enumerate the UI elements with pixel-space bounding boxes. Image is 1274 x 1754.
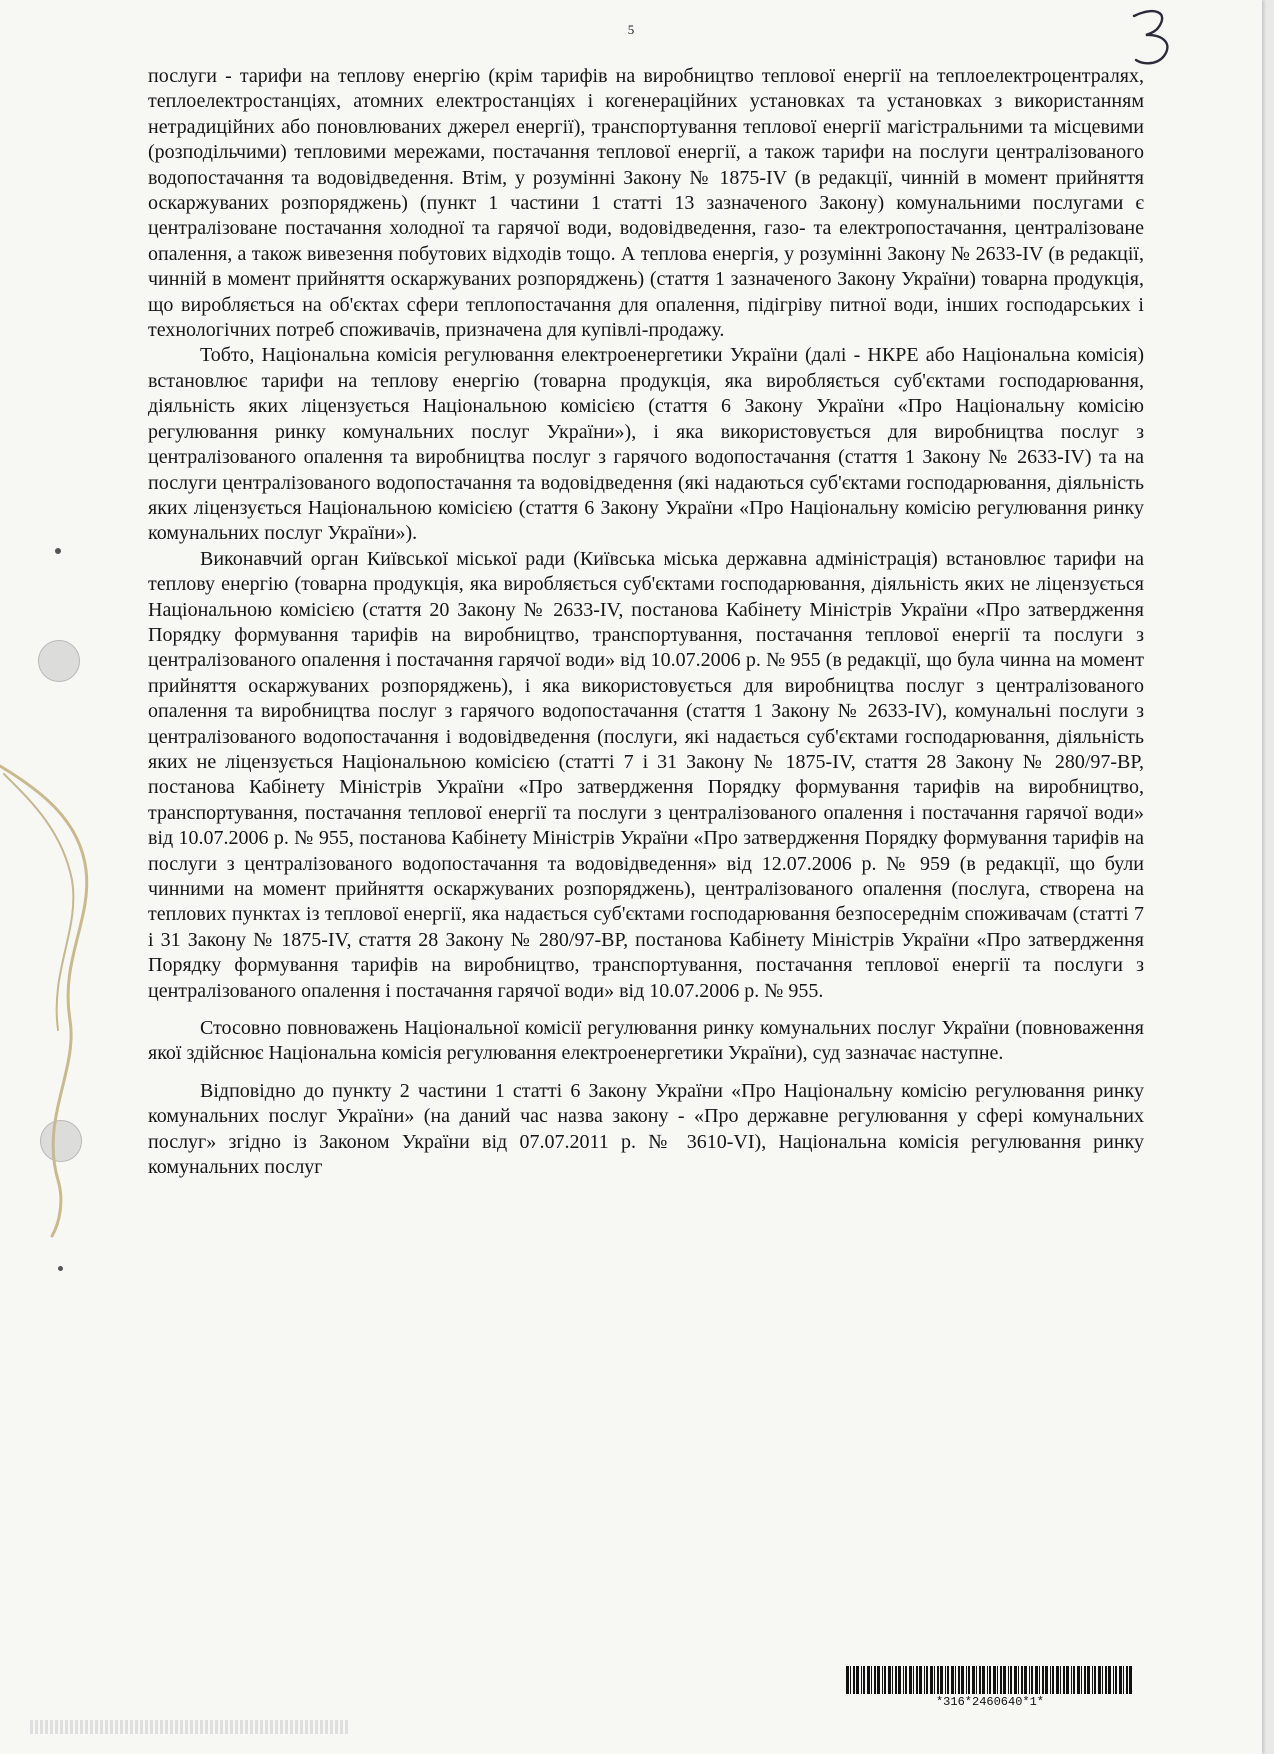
barcode-bar xyxy=(966,1666,967,1694)
barcode-bar xyxy=(976,1666,977,1694)
barcode-bar xyxy=(1060,1666,1061,1694)
barcode-bar xyxy=(909,1666,912,1694)
barcode-bar xyxy=(1094,1666,1096,1694)
binding-hole-top xyxy=(38,640,80,682)
barcode-bar xyxy=(945,1666,946,1694)
barcode-bar xyxy=(1050,1666,1051,1694)
barcode-bar xyxy=(1129,1666,1132,1694)
barcode-bar xyxy=(1098,1666,1101,1694)
paragraph-1: послуги - тарифи на теплову енергію (крім тарифів на виробництво теплової енергії на теплоелектроцентралях, теплоелектростанціях, атомних електростанціях і когенераційних установках та установках з використанням нетрадиційних або поновлюваних джерел енергії), транспортування теплової енергії магістральними та місцевими (розподільчими) тепловими мережами, постачання теплової енергії, а також тарифи на послуги централізованого водопостачання та водовідведення. Втім, у розумінні Закону № 1875-IV (в редакції, чинній в момент прийняття оскаржуваних розпоряджень) (пункт 1 частини 1 статті 13 зазначеного Закону) комунальними послугами є централізоване постачання холодної та гарячої води, водовідведення, газо- та електропостачання, централізоване опалення, а також вивезення побутових відходів тощо. А теплова енергія, у розумінні Закону № 2633-IV (в редакції, чинній в момент прийняття оскаржуваних розпоряджень) (стаття 1 зазначеного Закону України) товарна продукція, що виробляється на об'єктах сфери теплопостачання для опалення, підігріву питної води, інших господарських і технологічних потреб споживачів, призначена для купівлі-продажу. xyxy=(148,65,1144,342)
margin-mark xyxy=(55,548,61,554)
barcode-bar xyxy=(919,1666,922,1694)
barcode-bar xyxy=(895,1666,897,1694)
barcode-bar xyxy=(1063,1666,1065,1694)
barcode-bar xyxy=(924,1666,925,1694)
barcode-bar xyxy=(903,1666,904,1694)
barcode-bar xyxy=(934,1666,935,1694)
barcode-bar xyxy=(1018,1666,1019,1694)
barcode-bars xyxy=(844,1666,1136,1694)
barcode-bar xyxy=(958,1666,960,1694)
barcode-bar xyxy=(892,1666,893,1694)
barcode-bar xyxy=(863,1666,865,1694)
barcode-bar xyxy=(1003,1666,1006,1694)
barcode-bar xyxy=(1056,1666,1059,1694)
barcode-bar xyxy=(905,1666,907,1694)
barcode-bar xyxy=(937,1666,939,1694)
barcode-bar xyxy=(1024,1666,1027,1694)
barcode-bar xyxy=(850,1666,851,1694)
barcode-bar xyxy=(955,1666,956,1694)
barcode-bar xyxy=(993,1666,996,1694)
barcode-bar xyxy=(1035,1666,1038,1694)
barcode-bar xyxy=(877,1666,880,1694)
barcode-bar xyxy=(997,1666,998,1694)
barcode-bar xyxy=(846,1666,849,1694)
barcode-bar xyxy=(1042,1666,1044,1694)
barcode-bar xyxy=(1066,1666,1069,1694)
barcode xyxy=(844,1666,1136,1709)
barcode-bar xyxy=(1008,1666,1009,1694)
barcode-bar xyxy=(1084,1666,1086,1694)
barcode-bar xyxy=(1126,1666,1128,1694)
barcode-bar xyxy=(888,1666,891,1694)
barcode-bar xyxy=(874,1666,876,1694)
page-number: 5 xyxy=(627,22,635,37)
paragraph-2: Тобто, Національна комісія регулювання електроенергетики України (далі - НКРЕ або Національна комісія) встановлює тарифи на теплову енергію (товарна продукція, яка виробляється суб'єктами господарювання, діяльність яких ліцензується Національною комісією (стаття 6 Закону України «Про Національну комісію регулювання ринку комунальних послуг України»), і яка використовується для виробництва послуг з централізованого опалення та виробництва послуг з гарячого водопостачання (стаття 1 Закону № 2633-IV) та на послуги централізованого водопостачання та водовідведення (які надаються суб'єктами господарювання, діяльність яких ліцензується Національною комісією (стаття 6 Закону України «Про Національну комісію регулювання ринку комунальних послуг України»). xyxy=(148,344,1144,545)
barcode-bar xyxy=(1119,1666,1122,1694)
barcode-bar xyxy=(947,1666,949,1694)
barcode-bar xyxy=(930,1666,933,1694)
barcode-bar xyxy=(940,1666,943,1694)
barcode-bar xyxy=(951,1666,954,1694)
barcode-bar xyxy=(1105,1666,1107,1694)
barcode-bar xyxy=(989,1666,991,1694)
barcode-bar xyxy=(898,1666,901,1694)
barcode-bar xyxy=(1010,1666,1012,1694)
barcode-bar xyxy=(1039,1666,1040,1694)
barcode-bar xyxy=(968,1666,970,1694)
binding-thread-icon xyxy=(0,760,100,1240)
barcode-bar xyxy=(982,1666,985,1694)
barcode-bar xyxy=(979,1666,981,1694)
barcode-bar xyxy=(1029,1666,1030,1694)
paragraph-3: Виконавчий орган Київської міської ради (Київська міська державна адміністрація) встановлює тарифи на теплову енергію (товарна продукція, яка виробляється суб'єктами господарювання, діяльність яких не ліцензується Національною комісією (стаття 20 Закону № 2633-IV, постанова Кабінету Міністрів України «Про затвердження Порядку формування тарифів на виробництво, транспортування, постачання теплової енергії та послуги з централізованого опалення і постачання гарячої води» від 10.07.2006 р. № 955 (в редакції, що була чинна на момент прийняття оскаржуваних розпоряджень), і яка використовується для виробництва послуг з централізованого опалення та виробництва послуг з гарячого водопостачання (стаття 1 Закону № 2633-IV), комунальні послуги з централізованого водопостачання і водовідведення (послуги, які надається суб'єктами господарювання, діяльність яких не ліцензується Національною комісією (статті 7 і 31 Закону № 1875-IV, стаття 28 Закону № 280/97-ВР, постанова Кабінету Міністрів України «Про затвердження Порядку формування тарифів на виробництво, транспортування, постачання теплової енергії та послуги з централізованого опалення і постачання гарячої води» від 10.07.2006 р. № 955, постанова Кабінету Міністрів України «Про затвердження Порядку формування тарифів на послуги з централізованого водопостачання та водовідведення» від 12.07.2006 р. № 959 (в редакції, що були чинними на момент прийняття оскаржуваних розпоряджень), централізованого опалення (послуга, створена на теплових пунктах із теплової енергії, яка надається суб'єктами господарювання безпосереднім споживачам (статті 7 і 31 Закону № 1875-IV, стаття 28 Закону № 280/97-ВР, постанова Кабінету Міністрів України «Про затвердження Порядку формування тарифів на виробництво, транспортування, постачання теплової енергії та послуги з централізованого опалення і постачання гарячої води» від 10.07.2006 р. № 955. xyxy=(148,547,1144,1002)
barcode-bar xyxy=(882,1666,883,1694)
barcode-bar xyxy=(1073,1666,1075,1694)
barcode-bar xyxy=(1115,1666,1117,1694)
barcode-bar xyxy=(1123,1666,1124,1694)
barcode-bar xyxy=(853,1666,855,1694)
barcode-bar xyxy=(1021,1666,1023,1694)
barcode-bar xyxy=(856,1666,859,1694)
barcode-bar xyxy=(1045,1666,1048,1694)
barcode-bar xyxy=(961,1666,964,1694)
faint-stamp-mark xyxy=(30,1720,350,1734)
barcode-bar xyxy=(926,1666,928,1694)
barcode-bar xyxy=(913,1666,914,1694)
barcode-bar xyxy=(972,1666,975,1694)
barcode-bar xyxy=(1014,1666,1017,1694)
barcode-bar xyxy=(1031,1666,1033,1694)
paragraph-5: Відповідно до пункту 2 частини 1 статті 6 Закону України «Про Національну комісію регулювання ринку комунальних послуг України» (на даний час назва закону - «Про державне регулювання у сфері комунальних послуг» згідно із Законом України від 07.07.2011 р. № 3610-VI), Національна комісія регулювання ринку комунальних послуг xyxy=(148,1079,1144,1179)
barcode-bar xyxy=(871,1666,872,1694)
barcode-bar xyxy=(1108,1666,1111,1694)
barcode-text: *316*2460640*1* xyxy=(935,1695,1045,1709)
document-body xyxy=(148,64,1144,1180)
barcode-bar xyxy=(1077,1666,1080,1694)
barcode-bar xyxy=(916,1666,918,1694)
barcode-bar xyxy=(1102,1666,1103,1694)
barcode-bar xyxy=(1071,1666,1072,1694)
barcode-bar xyxy=(1113,1666,1114,1694)
barcode-bar xyxy=(1092,1666,1093,1694)
barcode-bar xyxy=(1052,1666,1054,1694)
barcode-bar xyxy=(861,1666,862,1694)
handwritten-sheet-number xyxy=(1124,6,1180,68)
barcode-bar xyxy=(867,1666,870,1694)
barcode-bar xyxy=(1081,1666,1082,1694)
barcode-bar xyxy=(1000,1666,1002,1694)
barcode-bar xyxy=(987,1666,988,1694)
barcode-bar xyxy=(1087,1666,1090,1694)
margin-mark xyxy=(58,1266,63,1271)
paragraph-4: Стосовно повноважень Національної комісії регулювання ринку комунальних послуг України (повноваження якої здійснює Національна комісія регулювання електроенергетики України), суд зазначає наступне. xyxy=(148,1017,1144,1065)
barcode-bar xyxy=(884,1666,886,1694)
